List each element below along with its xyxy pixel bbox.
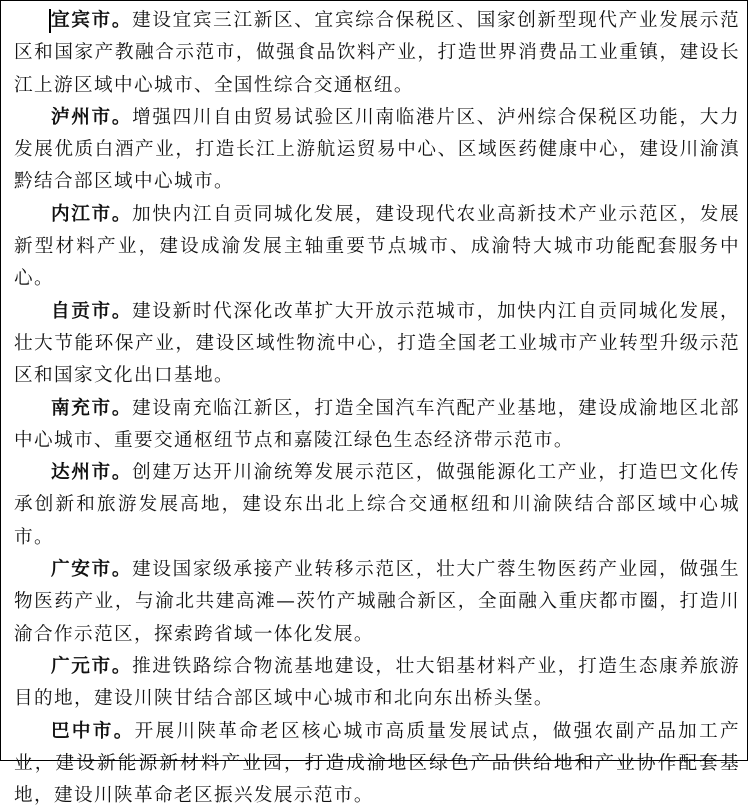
city-name: 宜宾市。 <box>51 10 133 31</box>
city-name: 内江市。 <box>51 203 133 225</box>
paragraph-luzhou <box>14 102 740 199</box>
paragraph-text: 开展川陕革命老区核心城市高质量发展试点，做强农副产品加工产业，建设新能源新材料产业园，打造成渝地区绿色产品供给地和产业协作配套基地，建设川陕革命老区振兴发展示范市。 <box>14 720 740 807</box>
paragraph-neijiang <box>14 199 740 296</box>
city-name: 广元市。 <box>51 655 133 677</box>
city-name: 泸州市。 <box>51 106 133 128</box>
paragraph-guangyuan <box>14 651 740 716</box>
city-name: 广安市。 <box>51 559 133 581</box>
paragraph-dazhou <box>14 457 740 554</box>
paragraph-text: 推进铁路综合物流基地建设，壮大铝基材料产业，打造生态康养旅游目的地，建设川陕甘结合部区域中心城市和北向东出桥头堡。 <box>14 655 740 710</box>
paragraph-nanchong <box>14 393 740 458</box>
paragraph-yibin <box>14 5 740 102</box>
paragraph-zigong <box>14 296 740 393</box>
paragraph-text: 建设南充临江新区，打造全国汽车汽配产业基地，建设成渝地区北部中心城市、重要交通枢纽节点和嘉陵江绿色生态经济带示范市。 <box>14 397 740 451</box>
city-name: 南充市。 <box>51 397 133 419</box>
city-name: 巴中市。 <box>51 720 135 742</box>
paragraph-text: 建设新时代深化改革扩大开放示范城市，加快内江自贡同城化发展，壮大节能环保产业，建设区域性物流中心，打造全国老工业城市产业转型升级示范区和国家文化出口基地。 <box>14 300 740 387</box>
document-body <box>14 5 740 812</box>
paragraph-text: 建设国家级承接产业转移示范区，壮大广蓉生物医药产业园，做强生物医药产业，与渝北共建高滩—茨竹产城融合新区，全面融入重庆都市圈，打造川渝合作示范区，探索跨省域一体化发展。 <box>14 559 740 645</box>
city-name: 自贡市。 <box>51 300 133 322</box>
paragraph-text: 加快内江自贡同城化发展，建设现代农业高新技术产业示范区，发展新型材料产业，建设成渝发展主轴重要节点城市、成渝特大城市功能配套服务中心。 <box>14 203 740 290</box>
city-name: 达州市。 <box>51 462 133 484</box>
paragraph-text: 创建万达开川渝统筹发展示范区，做强能源化工产业，打造巴文化传承创新和旅游发展高地，建设东出北上综合交通枢纽和川渝陕结合部区域中心城市。 <box>14 462 740 548</box>
paragraph-text: 建设宜宾三江新区、宜宾综合保税区、国家创新型现代产业发展示范区和国家产教融合示范市，做强食品饮料产业，打造世界消费品工业重镇，建设长江上游区域中心城市、全国性综合交通枢纽。 <box>14 10 740 96</box>
paragraph-bazhong <box>14 716 740 812</box>
paragraph-guangan <box>14 554 740 651</box>
paragraph-text: 增强四川自由贸易试验区川南临港片区、泸州综合保税区功能，大力发展优质白酒产业，打造长江上游航运贸易中心、区域医药健康中心，建设川渝滇黔结合部区域中心城市。 <box>14 106 740 193</box>
